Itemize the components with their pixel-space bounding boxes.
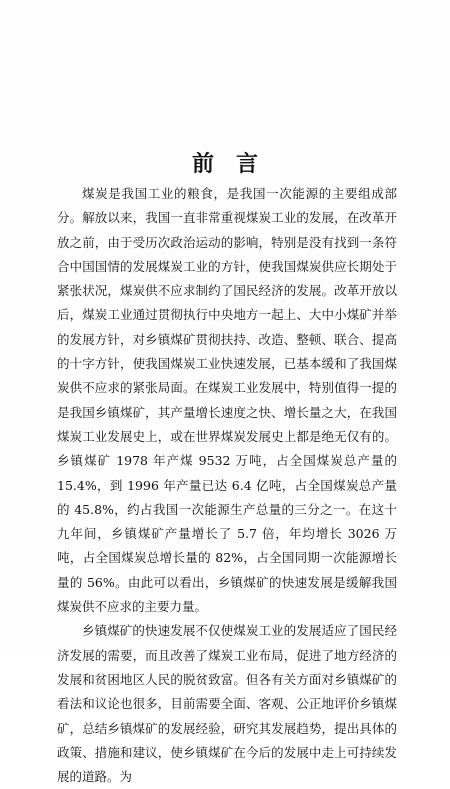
paragraph-1: 煤炭是我国工业的粮食，是我国一次能源的主要组成部分。解放以来，我国一直非常重视煤炭工业的发展，在改革开放之前，由于受历次政治运动的影响，特别是没有找到一条符合中国国情的发展煤炭工业的方针，使我国煤炭供应长期处于紧张状况，煤炭供不应求制约了国民经济的发展。改革开放以后，煤炭工业通过贯彻执行中央地方一起上、大中小煤矿并举的发展方针，对乡镇煤矿贯彻扶持、改造、整顿、联合、提高的十字方针，使我国煤炭工业快速发展，已基本缓和了我国煤炭供不应求的紧张局面。在煤炭工业发展中，特别值得一提的是我国乡镇煤矿，其产量增长速度之快、增长量之大，在我国煤炭工业发展史上，或在世界煤炭发展史上都是绝无仅有的。乡镇煤矿 1978 年产煤 9532 万吨，占全国煤炭总产量的 15.4%，到 1996 年产量已达 6.4 亿吨，占全国煤炭总产量的 45.8%，约占我国一次能源生产总量的三分之一。在这十九年间，乡镇煤矿产量增长了 5.7 倍，年均增长 3026 万吨，占全国煤炭总增长量的 82%，占全国同期一次能源增长量的 56%。由此可以看出，乡镇煤矿的快速发展是缓解我国煤炭供不应求的主要力量。 [57, 186, 397, 615]
page-title: 前言 [191, 152, 280, 177]
body-text [57, 182, 397, 789]
paragraph-2: 乡镇煤矿的快速发展不仅使煤炭工业的发展适应了国民经济发展的需要，而且改善了煤炭工业布局，促进了地方经济的发展和贫困地区人民的脱贫致富。但各有关方面对乡镇煤矿的看法和议论也很多，目前需要全面、客观、公正地评价乡镇煤矿，总结乡镇煤矿的发展经验，研究其发展趋势，提出具体的政策、措施和建议，使乡镇煤矿在今后的发展中走上可持续发展的道路。为 [57, 623, 397, 785]
